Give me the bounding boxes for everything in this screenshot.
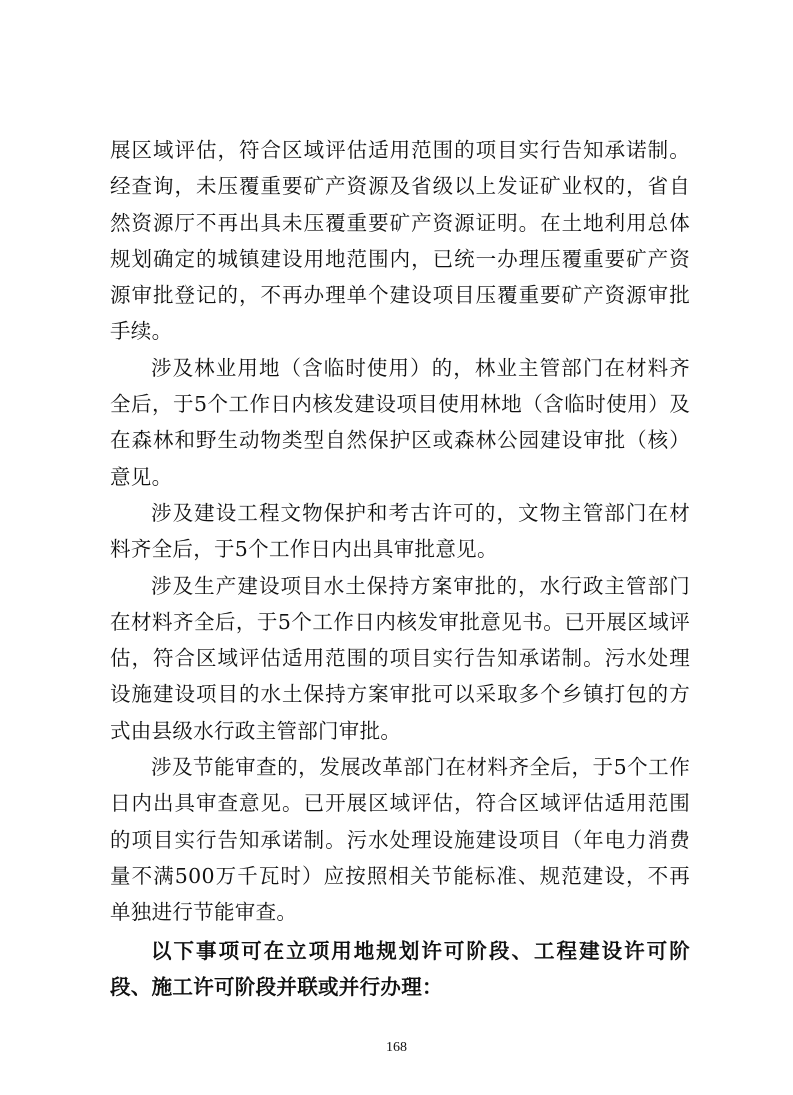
paragraph-parallel-items-heading: 以下事项可在立项用地规划许可阶段、工程建设许可阶段、施工许可阶段并联或并行办理： <box>110 938 690 999</box>
page-number: 168 <box>386 1040 407 1055</box>
paragraph-mineral-resources: 展区域评估，符合区域评估适用范围的项目实行告知承诺制。经查询，未压覆重要矿产资源及省级以上发证矿业权的，省自然资源厅不再出具未压覆重要矿产资源证明。在土地利用总体规划确定的城镇建设用地范围内，已统一办理压覆重要矿产资源审批登记的，不再办理单个建设项目压覆重要矿产资源审批手续。 <box>110 138 690 344</box>
body-text <box>110 132 690 1005</box>
paragraph-energy-review: 涉及节能审查的，发展改革部门在材料齐全后，于5个工作日内出具审查意见。已开展区域评估，符合区域评估适用范围的项目实行告知承诺制。污水处理设施建设项目（年电力消费量不满500万千瓦时）应按照相关节能标准、规范建设，不再单独进行节能审查。 <box>110 755 690 925</box>
paragraph-cultural-relics: 涉及建设工程文物保护和考古许可的，文物主管部门在材料齐全后，于5个工作日内出具审批意见。 <box>110 500 690 562</box>
paragraph-forestry-land: 涉及林业用地（含临时使用）的，林业主管部门在材料齐全后，于5个工作日内核发建设项目使用林地（含临时使用）及在森林和野生动物类型自然保护区或森林公园建设审批（核）意见。 <box>110 355 690 489</box>
paragraph-soil-water-conservation: 涉及生产建设项目水土保持方案审批的，水行政主管部门在材料齐全后，于5个工作日内核发审批意见书。已开展区域评估，符合区域评估适用范围的项目实行告知承诺制。污水处理设施建设项目的水土保持方案审批可以采取多个乡镇打包的方式由县级水行政主管部门审批。 <box>110 573 690 743</box>
